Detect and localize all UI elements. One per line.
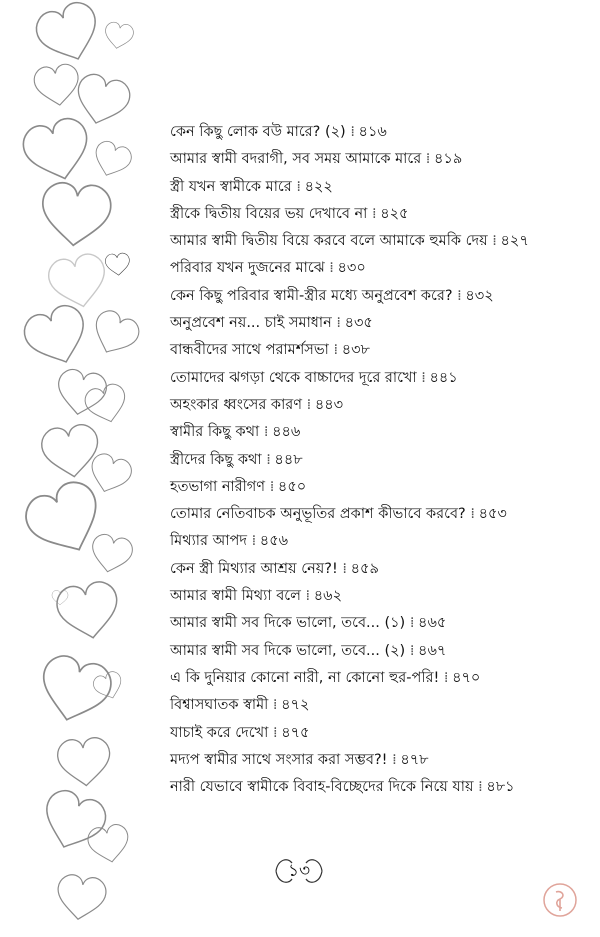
toc-entry — [170, 146, 590, 173]
toc-title: পরিবার যখন দুজনের মাঝে — [170, 260, 325, 277]
toc-page: ৪৬৫ — [418, 615, 447, 632]
toc-page: ৪৩০ — [337, 260, 366, 277]
toc-separator: ⁞ — [306, 396, 311, 413]
toc-separator: ⁞ — [305, 588, 310, 605]
toc-page: ৪৭০ — [452, 669, 481, 686]
toc-separator: ⁞ — [425, 151, 430, 168]
toc-entry — [170, 747, 590, 774]
toc-separator: ⁞ — [263, 424, 268, 441]
toc-title: বান্ধবীদের সাথে পরামর্শসভা — [170, 342, 329, 359]
toc-entry — [170, 638, 590, 665]
toc-entry — [170, 337, 590, 364]
toc-title: তোমার নেতিবাচক অনুভূতির প্রকাশ কীভাবে করবে? — [170, 506, 466, 523]
toc-separator: ⁞ — [421, 369, 425, 386]
toc-separator: ⁞ — [470, 506, 474, 523]
toc-page: ৪৩২ — [465, 287, 494, 304]
toc-page: ৪৫০ — [277, 478, 307, 495]
toc-page: ৪৫৬ — [259, 533, 289, 550]
toc-entry — [170, 392, 590, 419]
toc-title: আমার স্বামী দ্বিতীয় বিয়ে করবে বলে আমাকে হুমকি দেয় — [170, 233, 488, 250]
toc-separator: ⁞ — [342, 560, 347, 577]
toc-page: ৪৭৮ — [400, 751, 429, 768]
toc-entry — [170, 610, 590, 637]
toc-page: ৪২২ — [304, 178, 333, 195]
toc-entry — [170, 528, 590, 555]
toc-title: এ কি দুনিয়ার কোনো নারী, না কোনো হুর-পরি! — [170, 669, 440, 686]
toc-title: কেন কিছু লোক বউ মারে? (২) — [170, 124, 346, 140]
toc-title: হতভাগা নারীগণ — [170, 478, 266, 495]
toc-title: স্ত্রীকে দ্বিতীয় বিয়ের ভয় দেখাবে না — [170, 205, 368, 222]
toc-page: ৪২৭ — [500, 233, 529, 250]
page-number — [268, 853, 330, 889]
toc-separator: ⁞ — [392, 751, 396, 768]
toc-title: তোমাদের ঝগড়া থেকে বাচ্চাদের দূরে রাখো — [170, 369, 417, 386]
toc-title: আমার স্বামী সব দিকে ভালো, তবে... (১) — [170, 615, 406, 632]
toc-separator: ⁞ — [492, 233, 496, 250]
toc-entry — [170, 283, 590, 310]
toc-separator: ⁞ — [296, 178, 300, 195]
toc-entry — [170, 720, 590, 747]
toc-title: বিশ্বাসঘাতক স্বামী — [170, 697, 269, 714]
toc-separator: ⁞ — [457, 287, 461, 304]
heart-border-decoration — [0, 0, 150, 937]
toc-page: ৪৫৩ — [478, 506, 507, 523]
toc-entry — [170, 365, 590, 392]
toc-separator: ⁞ — [350, 124, 354, 140]
toc-title: স্ত্রীদের কিছু কথা — [170, 451, 262, 468]
toc-title: আমার স্বামী সব দিকে ভালো, তবে... (২) — [170, 642, 406, 659]
toc-page: ৪২৫ — [380, 205, 409, 222]
toc-page: ৪৮১ — [486, 779, 515, 796]
toc-title: যাচাই করে দেখো — [170, 724, 269, 741]
toc-separator: ⁞ — [409, 615, 414, 632]
toc-separator: ⁞ — [478, 779, 482, 796]
toc-page: ৪৭২ — [281, 697, 310, 714]
toc-title: অহংকার ধ্বংসের কারণ — [170, 396, 303, 413]
toc-page: ৪৪১ — [429, 369, 458, 386]
toc-page: ৪৪৩ — [314, 396, 344, 413]
toc-page: ৪৬২ — [313, 588, 342, 605]
toc-page: ৪৪৮ — [274, 451, 303, 468]
toc-title: মদ্যপ স্বামীর সাথে সংসার করা সম্ভব?! — [170, 751, 388, 768]
page-number-text: ১৩ — [287, 861, 311, 881]
toc-title: অনুপ্রবেশ নয়... চাই সমাধান — [170, 315, 332, 332]
toc-title: স্বামীর কিছু কথা — [170, 424, 260, 441]
toc-separator: ⁞ — [272, 697, 277, 714]
toc-entry — [170, 583, 590, 610]
toc-entry — [170, 119, 590, 146]
toc-entry — [170, 255, 590, 282]
toc-separator: ⁞ — [272, 724, 277, 741]
publisher-logo-icon — [542, 882, 578, 918]
toc-entry — [170, 201, 590, 228]
toc-page: ৪৩৫ — [344, 315, 373, 332]
toc-entry — [170, 665, 590, 692]
toc-separator: ⁞ — [409, 642, 414, 659]
toc-page: ৪৬৭ — [418, 642, 447, 659]
toc-page: ৪৫৯ — [350, 560, 379, 577]
toc-separator: ⁞ — [269, 478, 274, 495]
toc-title: কেন স্ত্রী মিথ্যার আশ্রয় নেয়?! — [170, 560, 338, 577]
toc-entry — [170, 174, 590, 201]
toc-entry — [170, 474, 590, 501]
toc-page: ৪১৬ — [358, 124, 387, 140]
toc-entry — [170, 228, 590, 255]
toc-title: আমার স্বামী বদরাগী, সব সময় আমাকে মারে — [170, 151, 422, 168]
toc-title: কেন কিছু পরিবার স্বামী-স্ত্রীর মধ্যে অনুপ্রবেশ করে? — [170, 287, 453, 304]
toc-title: আমার স্বামী মিথ্যা বলে — [170, 588, 301, 605]
toc-separator: ⁞ — [329, 260, 333, 277]
toc-entry — [170, 310, 590, 337]
toc-separator: ⁞ — [333, 342, 338, 359]
toc-entry — [170, 419, 590, 446]
toc-page: ৪১৯ — [434, 151, 463, 168]
toc-separator: ⁞ — [371, 205, 376, 222]
table-of-contents — [170, 119, 590, 801]
toc-separator: ⁞ — [443, 669, 448, 686]
toc-page: ৪৩৮ — [341, 342, 370, 359]
toc-page: ৪৪৬ — [272, 424, 301, 441]
toc-separator: ⁞ — [336, 315, 340, 332]
toc-entry — [170, 447, 590, 474]
toc-separator: ⁞ — [266, 451, 270, 468]
toc-entry — [170, 556, 590, 583]
toc-entry — [170, 501, 590, 528]
toc-entry — [170, 774, 590, 801]
toc-entry — [170, 692, 590, 719]
toc-title: স্ত্রী যখন স্বামীকে মারে — [170, 178, 292, 195]
toc-separator: ⁞ — [251, 533, 256, 550]
toc-title: নারী যেভাবে স্বামীকে বিবাহ-বিচ্ছেদের দিকে নিয়ে যায় — [170, 779, 474, 796]
toc-title: মিথ্যার আপদ — [170, 533, 247, 550]
toc-page: ৪৭৫ — [281, 724, 310, 741]
